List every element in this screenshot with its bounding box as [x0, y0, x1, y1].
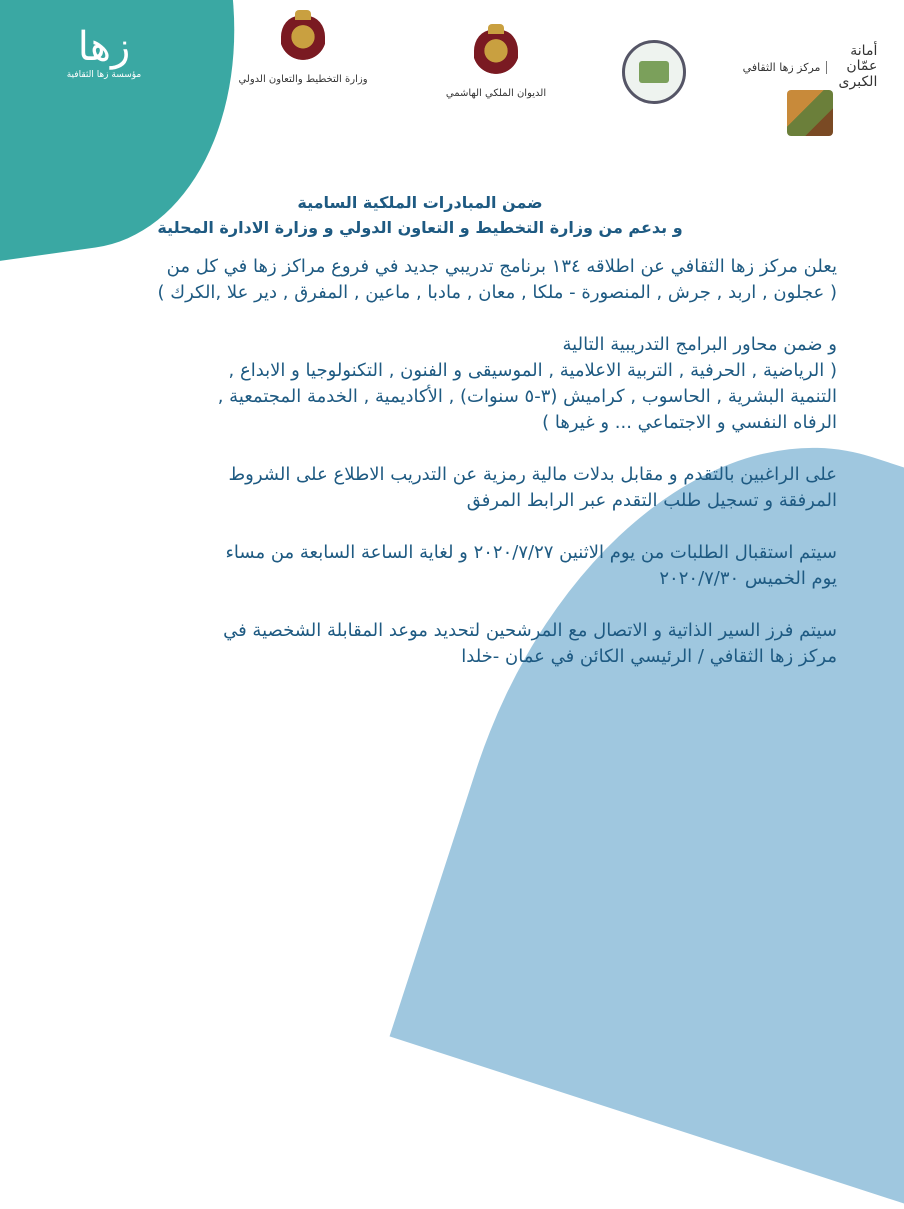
text-line: ( الرياضية , الحرفية , التربية الاعلامية , الموسيقى و الفنون , التكنولوجيا و الابداع , [228, 360, 837, 381]
paragraph-locations [60, 254, 837, 306]
zaha-logo-mark: زها [77, 24, 131, 70]
zaha-logo-subtitle: مؤسسة زها الثقافية [66, 70, 142, 80]
paragraph-applicants [60, 462, 837, 514]
text-line: الرفاه النفسي و الاجتماعي ... و غيرها ) [542, 412, 837, 433]
paragraph-programs [60, 332, 837, 436]
amman-label: أمانة عمّان الكبرى [838, 43, 878, 90]
paragraph-interviews [60, 618, 837, 670]
paragraph-dates [60, 540, 837, 592]
royal-court-caption: الديوان الملكي الهاشمي [445, 88, 547, 99]
zaha-foundation-logo [34, 24, 174, 80]
text-line: و ضمن محاور البرامج التدريبية التالية [562, 334, 837, 355]
jordan-emblem-icon [281, 16, 325, 68]
amman-zaha-logo [740, 44, 880, 136]
announcement-heading [100, 190, 740, 240]
text-line: سيتم استقبال الطلبات من يوم الاثنين ٢٠٢٠/٧/٢٧ و لغاية الساعة السابعة من مساء [225, 542, 837, 563]
jordan-emblem-icon [474, 30, 518, 82]
announcement-body [60, 254, 837, 696]
text-line: التنمية البشرية , الحاسوب , كراميش (٣-٥ سنوات) , الأكاديمية , الخدمة المجتمعية , [217, 386, 837, 407]
text-line: سيتم فرز السير الذاتية و الاتصال مع المرشحين لتحديد موعد المقابلة الشخصية في [223, 620, 837, 641]
text-line: على الراغبين بالتقدم و مقابل بدلات مالية رمزية عن التدريب الاطلاع على الشروط [228, 464, 837, 485]
text-line: المرفقة و تسجيل طلب التقدم عبر الرابط المرفق [466, 490, 837, 511]
text-line: ( عجلون , اربد , جرش , المنصورة - ملكا , معان , مادبا , ماعين , المفرق , دير علا ,الكرك ) [157, 282, 837, 303]
zaha-center-label: مركز زها الثقافي [743, 61, 828, 74]
ministry-planning-logo [238, 16, 368, 85]
ministry-seal-icon [622, 40, 686, 104]
text-line: يوم الخميس ٢٠٢٠/٧/٣٠ [659, 568, 837, 589]
text-line: يعلن مركز زها الثقافي عن اطلاقه ١٣٤ برنامج تدريبي جديد في فروع مراكز زها في كل من [166, 256, 837, 277]
text-line: مركز زها الثقافي / الرئيسي الكائن في عمان -خلدا [461, 646, 837, 667]
royal-court-logo [436, 30, 556, 99]
amman-logo-icon [787, 90, 833, 136]
heading-line-2: و بدعم من وزارة التخطيط و التعاون الدولي و وزارة الادارة المحلية [157, 218, 683, 237]
heading-line-1: ضمن المبادرات الملكية السامية [297, 193, 543, 212]
ministry-local-logo [622, 40, 686, 104]
ministry-planning-caption: وزارة التخطيط والتعاون الدولي [238, 74, 368, 85]
